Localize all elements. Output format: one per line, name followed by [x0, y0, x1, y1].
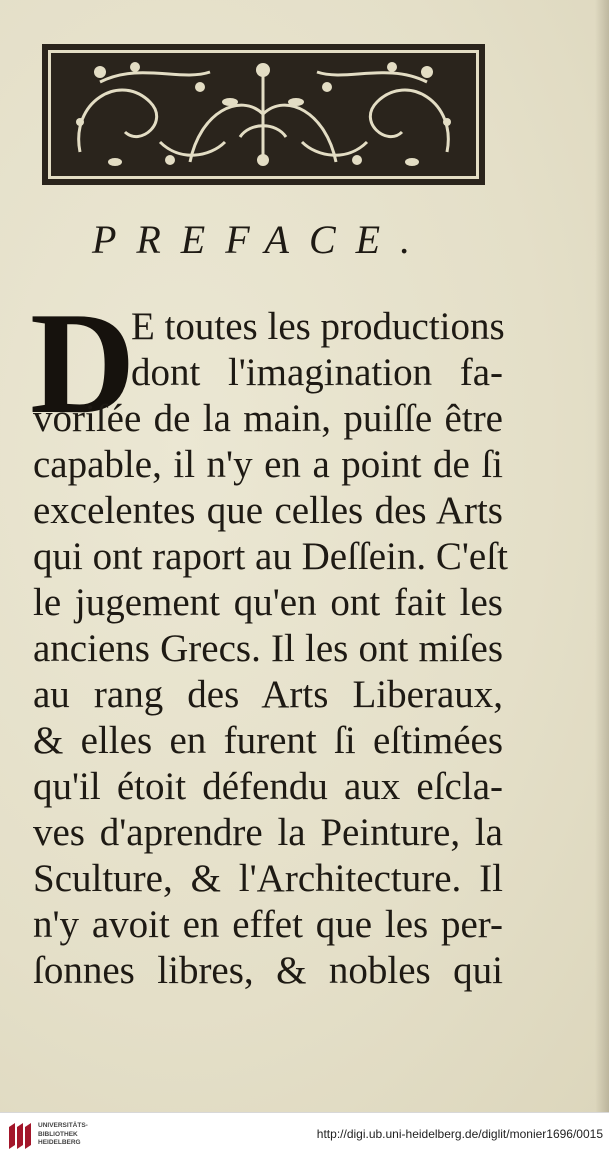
preface-heading: PREFACE.: [91, 217, 431, 262]
text-line-8: anciens Grecs. Il les ont miſes: [33, 627, 503, 670]
text-line-9: au rang des Arts Liberaux,: [33, 673, 503, 716]
text-line-3: voriſée de la main, puiſſe être: [33, 397, 503, 440]
text-line-2: dont l'imagination fa-: [131, 351, 503, 394]
text-line-1: E toutes les productions: [131, 305, 505, 348]
text-line-4: capable, il n'y en a point de ſi: [33, 443, 503, 486]
page-edge-shadow: [595, 0, 609, 1112]
university-logo-icon: [6, 1121, 34, 1151]
viewer-footer: [0, 1112, 609, 1158]
permalink-url[interactable]: http://digi.ub.uni-heidelberg.de/diglit/monier1696/0015: [316, 1127, 603, 1141]
text-line-13: Sculture, & l'Architecture. Il: [33, 857, 503, 900]
text-line-10: & elles en furent ſi eſtimées: [33, 719, 503, 762]
text-line-14: n'y avoit en effet que les per-: [33, 903, 503, 946]
text-line-12: ves d'aprendre la Peinture, la: [33, 811, 503, 854]
text-line-11: qu'il étoit défendu aux eſcla-: [33, 765, 503, 808]
logo-line-2: BIBLIOTHEK: [38, 1130, 78, 1138]
text-line-15: ſonnes libres, & nobles qui: [33, 949, 503, 992]
logo-line-3: HEIDELBERG: [38, 1139, 81, 1146]
library-logo-text: [38, 1122, 88, 1148]
ornamental-headpiece: [40, 42, 487, 187]
text-line-7: le jugement qu'en ont fait les: [33, 581, 503, 624]
logo-line-1: UNIVERSITÄTS-: [38, 1122, 88, 1129]
text-line-5: excelentes que celles des Arts: [33, 489, 503, 532]
text-line-6: qui ont raport au Deſſein. C'eſt: [33, 535, 508, 578]
drop-cap-letter: D: [30, 282, 136, 444]
